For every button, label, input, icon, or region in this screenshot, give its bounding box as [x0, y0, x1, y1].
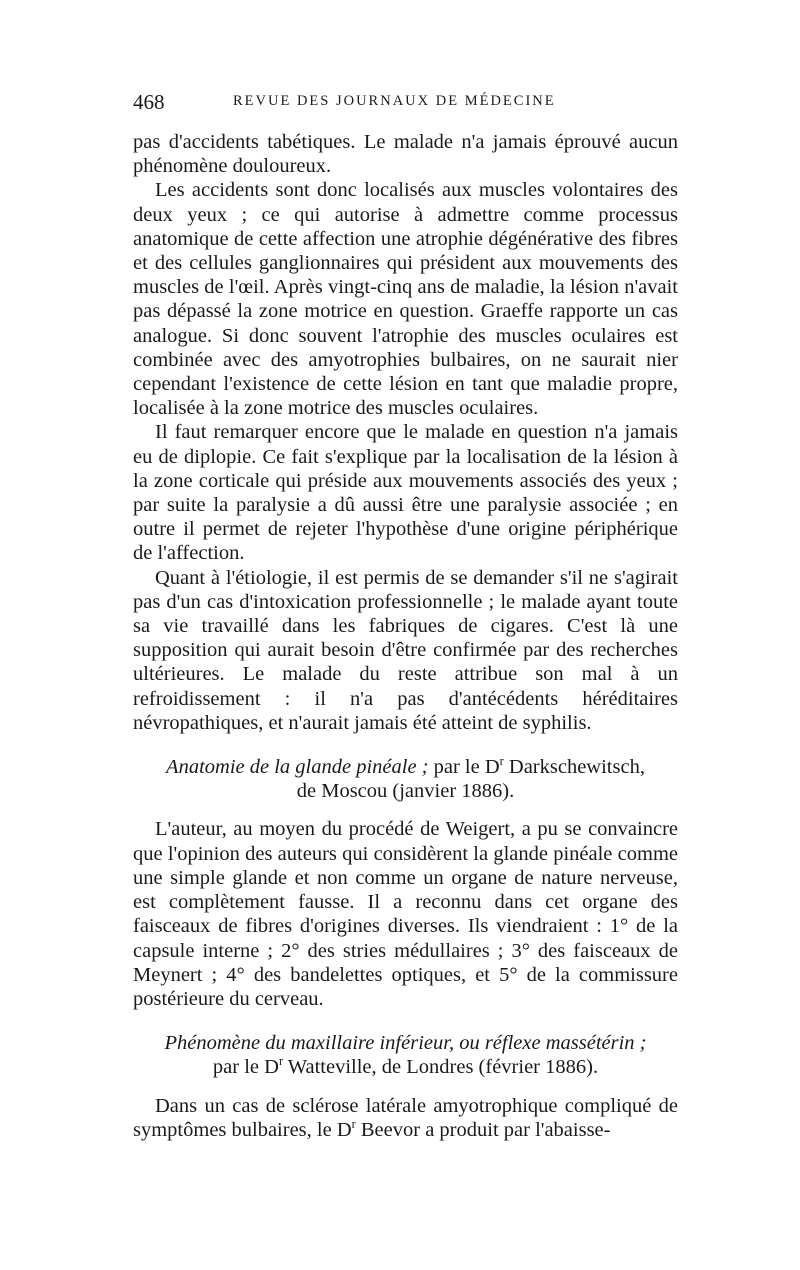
body-text: Dans un cas de sclérose latérale amyotrophique compliqué de symptômes bulbaires, le D — [133, 1094, 678, 1141]
paragraph: Les accidents sont donc localisés aux muscles volontaires des deux yeux ; ce qui autorise à admettre comme processus anatomique de cette affection une atrophie dégénérative des fibres et des cellules ganglionnaires qui président aux mouvements des muscles de l'œil. Après vingt-cinq ans de maladie, la lésion n'avait pas dépassé la zone motrice en question. Graeffe rapporte un cas analogue. Si donc souvent l'atrophie des muscles oculaires est combinée avec des amyotrophies bulbaires, on ne saurait nier cependant l'existence de cette lésion en tant que maladie propre, localisée à la zone motrice des muscles oculaires. — [133, 179, 678, 420]
section-title-author: Darkschewitsch, — [503, 756, 645, 779]
paragraph: Il faut remarquer encore que le malade en question n'a jamais eu de diplopie. Ce fait s'explique par la localisation de la lésion à la zone corticale qui préside aux mouvements associés des yeux ; par suite la paralysie a dû aussi être une paralysie associée ; en outre il permet de rejeter l'hypothèse d'une origine périphérique de l'affection. — [133, 421, 678, 565]
running-title: REVUE DES JOURNAUX DE MÉDECINE — [233, 93, 556, 109]
section-title-maxillaire — [133, 1031, 678, 1079]
section-title-italic: Anatomie de la glande pinéale ; — [166, 756, 429, 779]
section-title-pineal — [133, 755, 678, 803]
doctor-superscript: r — [351, 1116, 356, 1131]
section-title-author: Watteville, de Londres (février 1886). — [283, 1056, 599, 1079]
doctor-superscript: r — [278, 1054, 284, 1069]
section-title-by: par le D — [212, 1056, 279, 1079]
section-body — [133, 1094, 678, 1142]
section-title-line2 — [133, 1055, 678, 1079]
section-body: L'auteur, au moyen du procédé de Weigert, a pu se convaincre que l'opinion des auteurs qui considèrent la glande pinéale comme une simple glande et non comme un organe de nature nerveuse, est complètement fausse. Il a reconnu dans cet organe des faisceaux de fibres d'origines diverses. Ils viendraient : 1° de la capsule interne ; 2° des stries médullaires ; 3° des faisceaux de Meynert ; 4° des bandelettes optiques, et 5° de la commissure postérieure du cerveau. — [133, 818, 678, 1010]
paragraph: pas d'accidents tabétiques. Le malade n'a jamais éprouvé aucun phénomène douloureux. — [133, 131, 678, 178]
document-page — [133, 90, 678, 1142]
body-text: Beevor a produit par l'abaisse- — [355, 1118, 611, 1141]
section-title-line2: de Moscou (janvier 1886). — [296, 780, 515, 803]
section-title-by: par le D — [428, 756, 500, 779]
paragraph: Quant à l'étiologie, il est permis de se demander s'il ne s'agirait pas d'un cas d'intoxication professionnelle ; le malade ayant toute sa vie travaillé dans les fabriques de cigares. C'est là une supposition qui aurait besoin d'être confirmée par des recherches ultérieures. Le malade du reste attribue son mal à un refroidissement : il n'a pas d'antécédents héréditaires névropathiques, et n'aurait jamais été atteint de syphilis. — [133, 566, 678, 734]
section-title-italic: Phénomène du maxillaire inférieur, ou réflexe massétérin ; — [164, 1032, 647, 1055]
page-number: 468 — [133, 90, 165, 114]
page-header — [133, 90, 678, 130]
doctor-superscript: r — [499, 754, 504, 769]
